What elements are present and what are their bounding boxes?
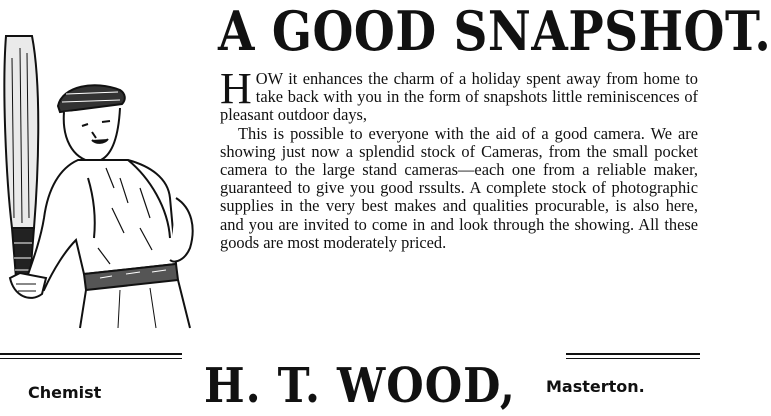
footer-trade: Chemist [28,383,102,402]
footer-town: Masterton. [546,377,645,396]
rule-left-bottom [0,358,182,359]
footer-name: H. T. WOOD, [204,358,516,415]
hands [10,273,46,298]
cricket-bat [4,36,38,278]
rule-right-top [566,353,700,355]
paragraph-1 [220,64,698,125]
head [64,108,120,162]
cap-icon [58,85,125,112]
rule-left-top [0,353,182,355]
advert-body [220,64,698,252]
paragraph-1-text: OW it enhances the charm of a holiday spent away from home to take back with you in the form of snapshots little reminiscences of pleasant outdoor days, [220,69,698,125]
rule-right-bottom [566,358,700,359]
cricketer-illustration [0,28,210,328]
headline: A GOOD SNAPSHOT. [218,0,771,64]
paragraph-2: This is possible to everyone with the aid of a good camera. We are showing just now a splendid stock of Cameras, from the small pocket camera to the large stand cameras—each one from a reliable maker, guaranteed to give you good rssults. A complete stock of photographic supplies in the very best makes and qualities procurable, is also here, and you are invited to come in and look through the showing. All these goods are most moderately priced. [220,123,698,252]
drop-cap: H [220,64,252,113]
